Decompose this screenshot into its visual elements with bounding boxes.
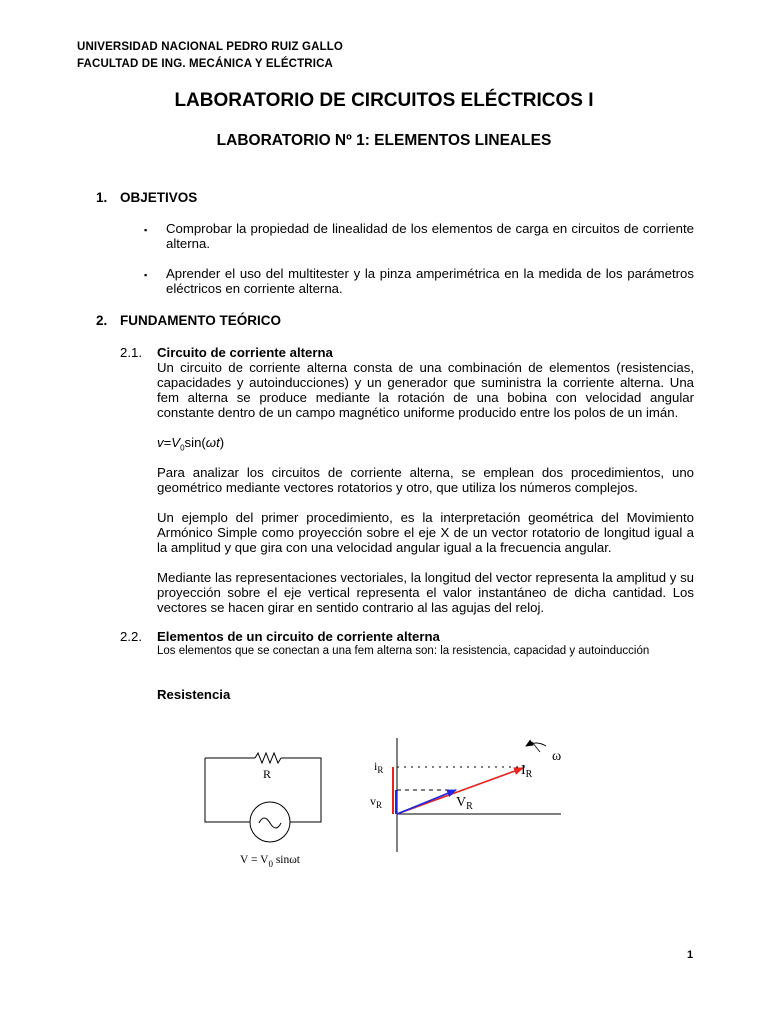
I-label xyxy=(521,763,533,780)
section2-number: 2. xyxy=(96,313,108,328)
phasor-diagram xyxy=(360,732,575,857)
v-label xyxy=(370,794,382,810)
ac-source-symbol xyxy=(250,802,290,842)
resistor-circuit-diagram xyxy=(195,745,340,875)
resistor-symbol xyxy=(255,753,281,763)
source-equation xyxy=(240,854,301,869)
section1-number: 1. xyxy=(96,190,108,205)
I-sub: R xyxy=(525,769,533,780)
subsection-number: 2.2. xyxy=(120,629,142,644)
formula-omega-t: ωt xyxy=(205,435,220,450)
section1-heading: OBJETIVOS xyxy=(120,190,198,205)
objective-item: Aprender el uso del multitester y la pinza amperimétrica en la medida de los parámetros eléctricos en corriente alterna. xyxy=(166,266,694,296)
source-eq-sub: 0 xyxy=(268,859,273,869)
rotation-direction-arrow xyxy=(526,743,546,746)
sine-wave-icon xyxy=(259,818,281,828)
V-label xyxy=(456,795,473,812)
section2-heading: FUNDAMENTO TEÓRICO xyxy=(120,313,281,328)
bullet-marker: ▪ xyxy=(144,270,148,280)
paragraph: Mediante las representaciones vectoriales, la longitud del vector representa la amplitud y su proyección sobre el eje vertical representa el valor instantáneo de dicha cantidad. Los vectores se hacen girar en sentido contrario al las agujas del reloj. xyxy=(157,570,694,615)
paragraph: Un circuito de corriente alterna consta de una combinación de elementos (resistencias, capacidades y autoinducciones) y un generador que suministra la corriente alterna. Una fem alterna se produce mediante la rotación de una bobina con velocidad angular constante dentro de un campo magnético uniforme producido entre los polos de un imán. xyxy=(157,360,694,420)
formula-v: v xyxy=(157,435,164,450)
document-subtitle: LABORATORIO Nº 1: ELEMENTOS LINEALES xyxy=(216,132,552,149)
V-main: V xyxy=(456,795,467,810)
objective-item: Comprobar la propiedad de linealidad de los elementos de carga en circuitos de corriente alterna. xyxy=(166,221,694,251)
source-eq-left: V = V xyxy=(240,854,269,866)
I-main: I xyxy=(521,763,526,778)
omega-label: ω xyxy=(552,749,562,764)
v-main: v xyxy=(370,794,376,808)
formula-sin: sin( xyxy=(184,435,206,450)
i-sub: R xyxy=(377,765,384,775)
formula-equals: = xyxy=(163,435,172,450)
subsection-heading: Elementos de un circuito de corriente alterna xyxy=(157,629,440,644)
voltage-formula xyxy=(157,435,224,456)
formula-V: V xyxy=(171,435,181,450)
subsection-number: 2.1. xyxy=(120,345,142,360)
paragraph: Los elementos que se conectan a una fem alterna son: la resistencia, capacidad y autoinducción xyxy=(157,645,650,657)
paragraph: Para analizar los circuitos de corriente alterna, se emplean dos procedimientos, uno geométrico mediante vectores rotatorios y otro, que utiliza los números complejos. xyxy=(157,465,694,495)
bullet-marker: ▪ xyxy=(144,225,148,235)
paragraph: Un ejemplo del primer procedimiento, es la interpretación geométrica del Movimiento Armónico Simple como proyección sobre el eje X de un vector rotatorio de longitud igual a la amplitud y que gira con una velocidad angular igual a la frecuencia angular. xyxy=(157,510,694,555)
circuit-wire-left xyxy=(205,758,250,822)
v-sub: R xyxy=(376,800,383,810)
subsection-heading: Circuito de corriente alterna xyxy=(157,345,333,360)
i-main: i xyxy=(374,759,378,773)
page-number: 1 xyxy=(687,949,694,961)
resistor-label: R xyxy=(263,767,272,781)
V-sub: R xyxy=(466,801,473,812)
faculty-name: FACULTAD DE ING. MECÁNICA Y ELÉCTRICA xyxy=(77,58,334,70)
source-eq-right: sinωt xyxy=(272,854,300,866)
document-title: LABORATORIO DE CIRCUITOS ELÉCTRICOS I xyxy=(174,90,594,111)
formula-close: ) xyxy=(219,435,225,450)
formula-subscript: 0 xyxy=(180,443,185,453)
resistencia-heading: Resistencia xyxy=(157,687,231,702)
i-label xyxy=(374,759,383,775)
voltage-phasor-arrow xyxy=(397,790,456,814)
university-name: UNIVERSIDAD NACIONAL PEDRO RUIZ GALLO xyxy=(77,41,344,53)
